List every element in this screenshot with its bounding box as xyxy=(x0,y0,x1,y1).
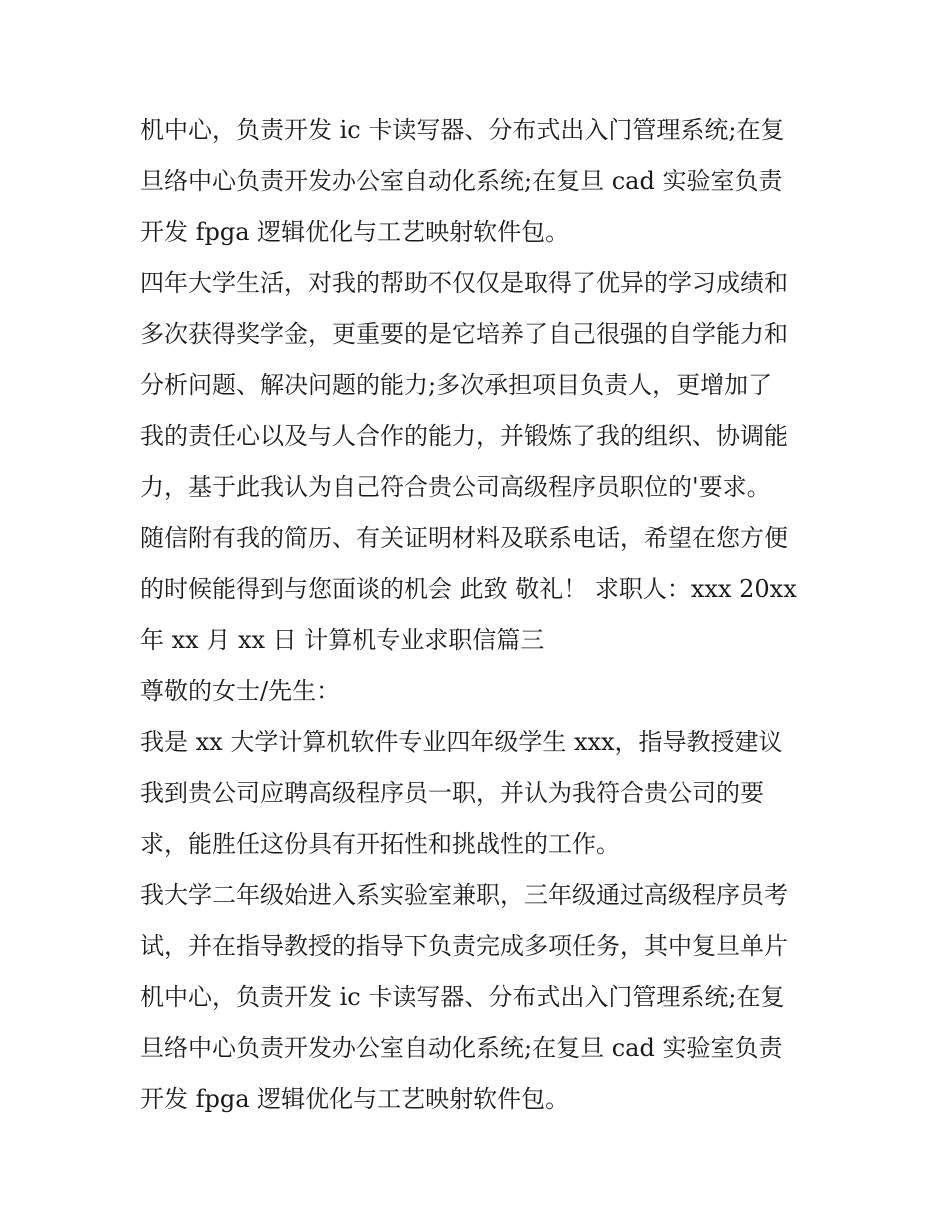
text-line: 我到贵公司应聘高级程序员一职，并认为我符合贵公司的要 xyxy=(140,779,764,807)
text-line: 机中心，负责开发 ic 卡读写器、分布式出入门管理系统;在复 xyxy=(140,983,785,1011)
text-line: 的时候能得到与您面谈的机会 此致 敬礼！ 求职人：xxx 20xx xyxy=(140,575,797,603)
text-line: 多次获得奖学金，更重要的是它培养了自己很强的自学能力和 xyxy=(140,320,788,348)
text-line: 开发 fpga 逻辑优化与工艺映射软件包。 xyxy=(140,218,570,246)
text-line: 试，并在指导教授的指导下负责完成多项任务，其中复旦单片 xyxy=(140,932,788,960)
text-line: 开发 fpga 逻辑优化与工艺映射软件包。 xyxy=(140,1085,570,1113)
text-line: 求，能胜任这份具有开拓性和挑战性的工作。 xyxy=(140,830,620,858)
text-line: 机中心，负责开发 ic 卡读写器、分布式出入门管理系统;在复 xyxy=(140,116,785,144)
text-line: 旦络中心负责开发办公室自动化系统;在复旦 cad 实验室负责 xyxy=(140,1034,783,1062)
text-line: 我的责任心以及与人合作的能力，并锻炼了我的组织、协调能 xyxy=(140,422,788,450)
text-line: 年 xx 月 xx 日 计算机专业求职信篇三 xyxy=(140,626,545,654)
text-line: 力，基于此我认为自己符合贵公司高级程序员职位的'要求。 xyxy=(140,473,771,501)
text-line: 随信附有我的简历、有关证明材料及联系电话，希望在您方便 xyxy=(140,524,788,552)
text-line: 四年大学生活，对我的帮助不仅仅是取得了优异的学习成绩和 xyxy=(140,269,788,297)
body-text xyxy=(140,105,820,1125)
text-line: 旦络中心负责开发办公室自动化系统;在复旦 cad 实验室负责 xyxy=(140,167,783,195)
text-line: 我是 xx 大学计算机软件专业四年级学生 xxx，指导教授建议 xyxy=(140,728,783,756)
greeting-line: 尊敬的女士/先生： xyxy=(140,677,341,705)
text-line: 分析问题、解决问题的能力;多次承担项目负责人，更增加了 xyxy=(140,371,773,399)
text-line: 我大学二年级始进入系实验室兼职，三年级通过高级程序员考 xyxy=(140,881,788,909)
